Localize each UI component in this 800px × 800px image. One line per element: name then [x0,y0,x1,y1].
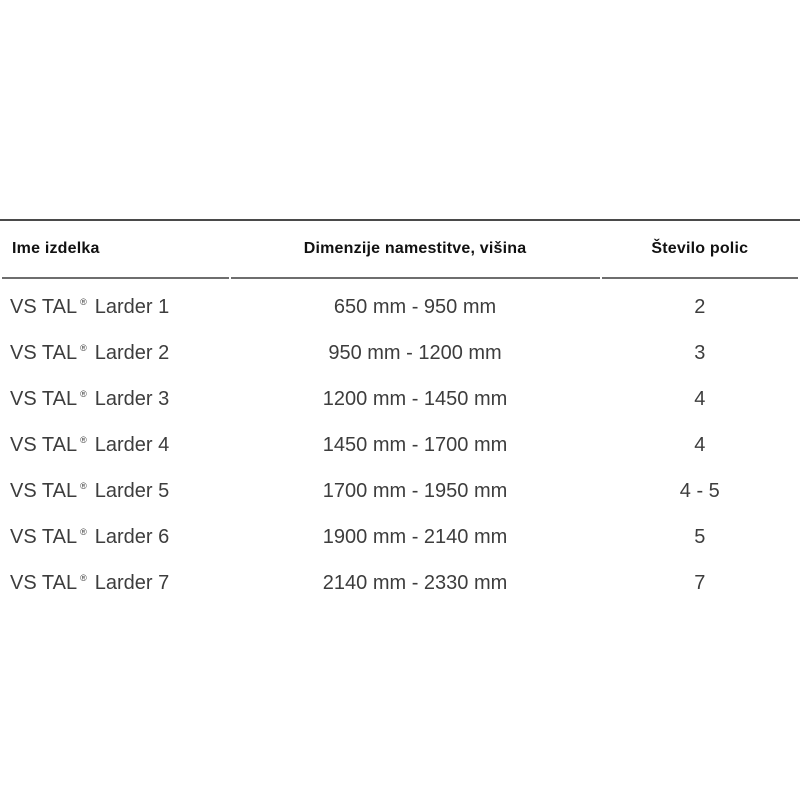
header-dimensions: Dimenzije namestitve, višina [231,221,600,279]
product-name-cell [2,330,229,376]
table-row [2,560,798,606]
registered-trademark-icon: ® [80,480,87,491]
model-text: Larder 6 [94,525,170,548]
dimensions-cell: 1700 mm - 1950 mm [322,479,508,502]
model-text: Larder 5 [94,479,170,502]
table-row [2,376,798,422]
brand-text: VS TAL [10,571,78,594]
table-header [2,221,798,279]
dimensions-cell: 1200 mm - 1450 mm [322,387,508,410]
header-row [2,221,798,279]
dimensions-cell: 950 mm - 1200 mm [328,341,502,364]
brand-text: VS TAL [10,295,78,318]
registered-trademark-icon: ® [80,572,87,583]
registered-trademark-icon: ® [80,388,87,399]
table-row [2,279,798,330]
shelf-count-cell: 2 [694,295,706,318]
shelf-count-cell: 3 [694,341,706,364]
table-row [2,514,798,560]
registered-trademark-icon: ® [80,526,87,537]
table-body [2,279,798,606]
product-name-cell [2,422,229,468]
brand-text: VS TAL [10,341,78,364]
model-text: Larder 2 [94,341,170,364]
product-spec-table-container [0,219,800,606]
product-name-cell [2,560,229,606]
dimensions-cell: 2140 mm - 2330 mm [322,571,508,594]
product-name-cell [2,514,229,560]
table-row [2,468,798,514]
shelf-count-cell: 5 [694,525,706,548]
model-text: Larder 1 [94,295,170,318]
shelf-count-cell: 4 - 5 [679,479,720,502]
shelf-count-cell: 4 [694,433,706,456]
registered-trademark-icon: ® [80,434,87,445]
registered-trademark-icon: ® [80,296,87,307]
model-text: Larder 7 [94,571,170,594]
product-spec-table [0,221,800,606]
dimensions-cell: 650 mm - 950 mm [333,295,497,318]
brand-text: VS TAL [10,433,78,456]
product-name-cell [2,376,229,422]
product-name-cell [2,279,229,330]
registered-trademark-icon: ® [80,342,87,353]
model-text: Larder 3 [94,387,170,410]
product-name-cell [2,468,229,514]
brand-text: VS TAL [10,525,78,548]
header-product-name: Ime izdelka [2,221,229,279]
dimensions-cell: 1450 mm - 1700 mm [322,433,508,456]
table-row [2,422,798,468]
model-text: Larder 4 [94,433,170,456]
table-row [2,330,798,376]
brand-text: VS TAL [10,387,78,410]
brand-text: VS TAL [10,479,78,502]
dimensions-cell: 1900 mm - 2140 mm [322,525,508,548]
shelf-count-cell: 4 [694,387,706,410]
header-shelf-count: Število polic [602,221,798,279]
shelf-count-cell: 7 [694,571,706,594]
